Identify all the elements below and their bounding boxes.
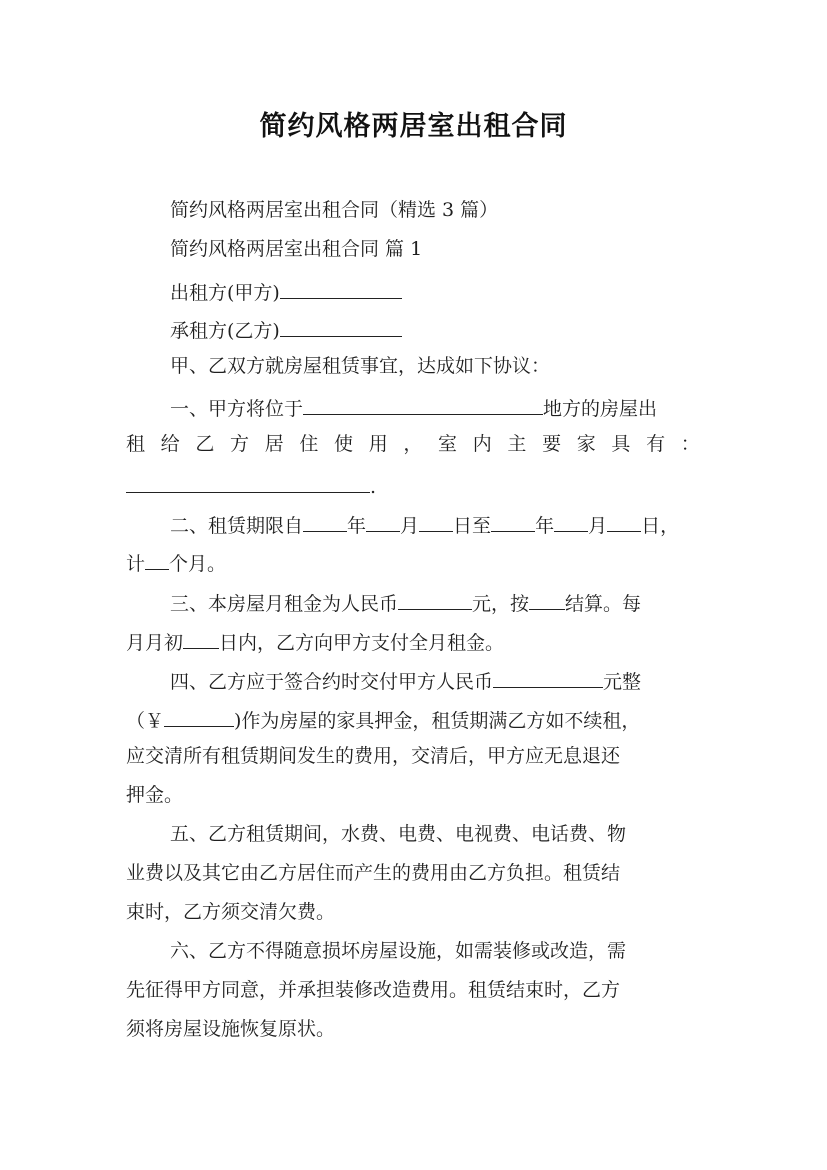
clause2-text: 年 — [535, 515, 555, 537]
clause2-text: 日， — [641, 515, 680, 537]
clause1-char: 给 — [160, 433, 180, 455]
deposit-amount-blank — [493, 669, 603, 688]
lessor-label: 出租方(甲方) — [170, 282, 280, 304]
lessee-label: 承租方(乙方) — [170, 320, 280, 342]
clause1-line2 — [126, 435, 700, 454]
clause1-char: 使 — [334, 433, 354, 455]
clause3-text: 结算。每 — [565, 593, 642, 615]
start-month-blank — [366, 513, 400, 532]
clause2-text: 日至 — [453, 515, 492, 537]
end-day-blank — [607, 513, 641, 532]
settlement-period-blank — [529, 591, 565, 610]
lessee-line — [170, 318, 402, 341]
clause2-text: 计 — [126, 553, 146, 575]
clause1-char: 用 — [368, 433, 388, 455]
clause3-line1 — [170, 591, 641, 614]
clause2-text: 年 — [347, 515, 367, 537]
clause1-end: . — [370, 476, 377, 498]
clause1-text-b: 地方的房屋出 — [543, 398, 658, 420]
clause4-line3: 应交清所有租赁期间发生的费用，交清后，甲方应无息退还 — [126, 745, 621, 767]
clause3-line2 — [126, 630, 504, 653]
clause6-line3: 须将房屋设施恢复原状。 — [126, 1018, 336, 1040]
clause1-text-a: 一、甲方将位于 — [170, 398, 304, 420]
clause1-char: 居 — [264, 433, 284, 455]
clause2-text: 个月。 — [169, 553, 227, 575]
rent-amount-blank — [398, 591, 472, 610]
end-year-blank — [491, 513, 535, 532]
clause2-text: 二、租赁期限自 — [170, 515, 304, 537]
clause3-text: 元，按 — [472, 593, 530, 615]
clause4-text: )作为房屋的家具押金，租赁期满乙方如不续租， — [234, 710, 641, 732]
clause1-char: ： — [680, 433, 700, 455]
clause2-line2 — [126, 551, 226, 574]
months-blank — [145, 551, 169, 570]
clause4-line2 — [126, 708, 640, 731]
lessor-blank — [280, 280, 402, 299]
clause1-char: 方 — [230, 433, 250, 455]
clause2-text: 月 — [400, 515, 420, 537]
document-title: 简约风格两居室出租合同 — [259, 111, 568, 142]
end-month-blank — [554, 513, 588, 532]
clause3-text: 三、本房屋月租金为人民币 — [170, 593, 399, 615]
clause5-line3: 束时，乙方须交清欠费。 — [126, 901, 336, 923]
clause1-char: 内 — [472, 433, 492, 455]
clause4-text: 元整 — [603, 671, 642, 693]
clause5-line1: 五、乙方租赁期间，水费、电费、电视费、电话费、物 — [170, 823, 627, 845]
clause1-char: 要 — [542, 433, 562, 455]
payment-days-blank — [183, 630, 219, 649]
section-heading: 简约风格两居室出租合同 篇 1 — [170, 238, 423, 260]
clause1-char: 家 — [576, 433, 596, 455]
deposit-figure-blank — [164, 708, 234, 727]
intro-text: 甲、乙双方就房屋租赁事宜，达成如下协议： — [170, 355, 551, 377]
clause1-char: 具 — [611, 433, 631, 455]
clause4-text: 四、乙方应于签合约时交付甲方人民币 — [170, 671, 494, 693]
start-day-blank — [419, 513, 453, 532]
clause3-text: 日内，乙方向甲方支付全月租金。 — [219, 632, 505, 654]
clause4-line4: 押金。 — [126, 784, 184, 806]
clause5-line2: 业费以及其它由乙方居住而产生的费用由乙方负担。租赁结 — [126, 862, 621, 884]
clause2-text: 月 — [588, 515, 608, 537]
clause1-char: 租 — [126, 433, 146, 455]
clause2-line1 — [170, 513, 679, 536]
clause6-line2: 先征得甲方同意，并承担装修改造费用。租赁结束时，乙方 — [126, 979, 621, 1001]
clause1-char: 住 — [299, 433, 319, 455]
start-year-blank — [303, 513, 347, 532]
clause1-line3 — [126, 474, 376, 497]
clause4-line1 — [170, 669, 641, 692]
lessee-blank — [280, 318, 402, 337]
clause1-char: 乙 — [195, 433, 215, 455]
document-subtitle: 简约风格两居室出租合同（精选 3 篇） — [170, 199, 499, 221]
clause1-char: 有 — [646, 433, 666, 455]
clause3-text: 月月初 — [126, 632, 184, 654]
clause1-location-blank — [303, 396, 543, 415]
clause1-char: ， — [403, 433, 423, 455]
clause1-char: 主 — [507, 433, 527, 455]
lessor-line — [170, 280, 402, 303]
clause6-line1: 六、乙方不得随意损坏房屋设施，如需装修或改造，需 — [170, 940, 627, 962]
clause1-furniture-blank — [126, 474, 370, 493]
clause1-line1 — [170, 396, 657, 419]
clause4-text: （￥ — [126, 710, 165, 732]
clause1-char: 室 — [438, 433, 458, 455]
